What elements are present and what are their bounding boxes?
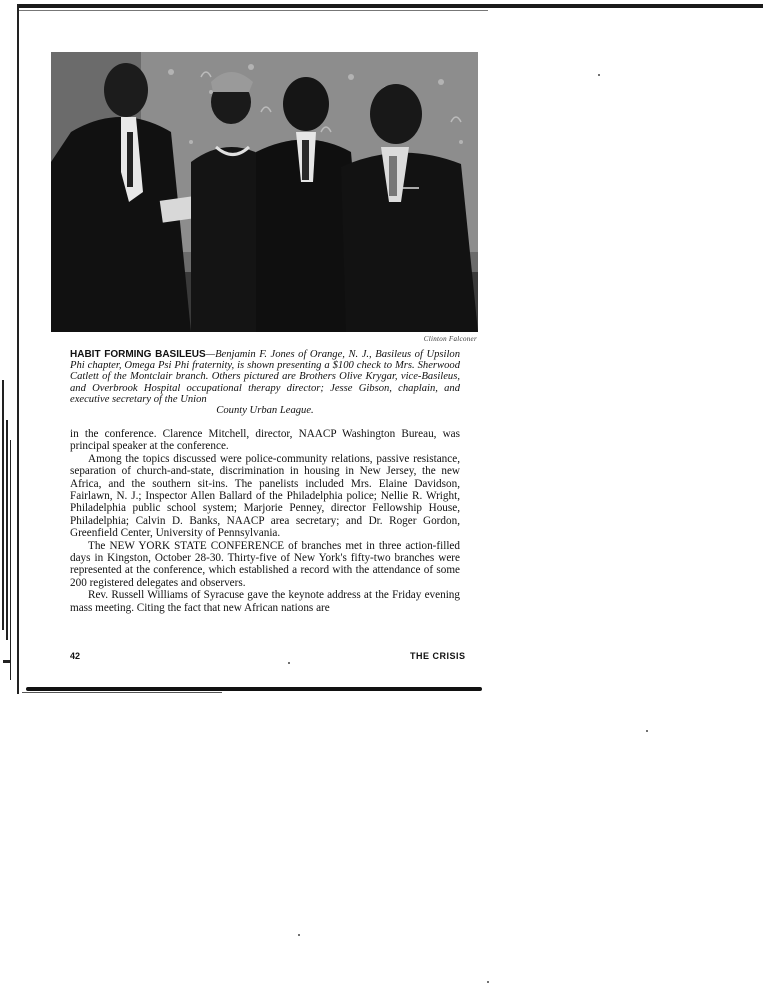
speck bbox=[288, 662, 290, 664]
group-photo bbox=[51, 52, 478, 332]
speck bbox=[646, 730, 648, 732]
photo-credit: Clinton Falconer bbox=[423, 335, 477, 343]
caption-last-line: County Urban League. bbox=[216, 405, 314, 417]
scan-top-border bbox=[18, 4, 763, 8]
paragraph-4: Rev. Russell Williams of Syracuse gave the keynote address at the Friday evening mass meeting. Citing the fact that new African nations are bbox=[70, 589, 460, 614]
caption-headline: HABIT FORMING BASILEUS bbox=[70, 349, 206, 360]
photo-caption bbox=[70, 349, 460, 416]
article-body bbox=[70, 428, 460, 614]
page-number: 42 bbox=[70, 651, 81, 661]
photo-illustration bbox=[51, 52, 478, 332]
scan-top-line bbox=[18, 10, 488, 11]
caption-body: —Benjamin F. Jones of Orange, N. J., Basileus of Upsilon Phi chapter, Omega Psi Phi fraternity, is shown presenting a $100 check to Mrs. Sherwood Catlett of the Montclair branch. Others pictured are Brothers Olive Krygar, vice-Basileus, and Overbrook Hospital occupational therapy director; Jesse Gibson, chaplain, and executive secretary of the Union bbox=[70, 349, 460, 405]
page-bottom-rule bbox=[26, 687, 482, 691]
page-bottom-thin-rule bbox=[22, 692, 222, 693]
paragraph-1: in the conference. Clarence Mitchell, director, NAACP Washington Bureau, was principal speaker at the conference. bbox=[70, 428, 460, 453]
publication-name: THE CRISIS bbox=[410, 651, 466, 661]
paragraph-2: Among the topics discussed were police-community relations, passive resistance, separation of church-and-state, discrimination in housing in New Jersey, the new Africa, and the southern sit-ins. The panelists included Mrs. Elaine Davidson, Fairlawn, N. J.; Inspector Allen Ballard of the Philadelphia police; Nellie R. Wright, Philadelphia public school system; Marjorie Penney, director Fellowship House, Philadelphia; Calvin D. Banks, NAACP area secretary; and Dr. Roger Gordon, Greenfield Center, University of Pennsylvania. bbox=[70, 452, 460, 540]
speck bbox=[298, 934, 300, 936]
speck bbox=[598, 74, 600, 76]
scan-left-border bbox=[17, 4, 19, 694]
speck bbox=[487, 981, 489, 983]
scan-left-marks bbox=[0, 380, 14, 690]
paragraph-3: The NEW YORK STATE CONFERENCE of branches met in three action-filled days in Kingston, October 28-30. Thirty-five of New York's fifty-two branches were represented at the conference, which established a record with the attendance of some 200 registered delegates and observers. bbox=[70, 539, 460, 589]
